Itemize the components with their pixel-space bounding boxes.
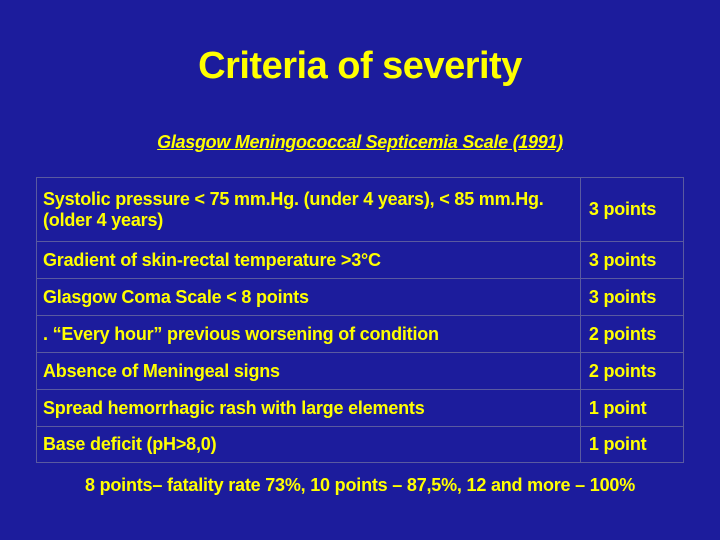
slide-subtitle: Glasgow Meningococcal Septicemia Scale (1991) [157, 132, 563, 152]
criterion-cell: Base deficit (pH>8,0) [37, 427, 581, 463]
criterion-cell: Spread hemorrhagic rash with large elements [37, 390, 581, 427]
points-cell: 1 point [580, 427, 683, 463]
points-cell: 2 points [580, 353, 683, 390]
table-row [37, 353, 684, 390]
table-row [37, 242, 684, 279]
table-row [37, 390, 684, 427]
criterion-cell: Glasgow Coma Scale < 8 points [37, 279, 581, 316]
severity-table [36, 177, 684, 463]
fatality-footer: 8 points– fatality rate 73%, 10 points – 87,5%, 12 and more – 100% [84, 475, 636, 495]
table-row [37, 316, 684, 353]
criterion-cell: Gradient of skin-rectal temperature >3°C [37, 242, 581, 279]
points-cell: 2 points [580, 316, 683, 353]
slide-title: Criteria of severity [198, 45, 522, 87]
points-cell: 3 points [580, 279, 683, 316]
criterion-cell: Systolic pressure < 75 mm.Hg. (under 4 years), < 85 mm.Hg. (older 4 years) [37, 178, 581, 242]
points-cell: 3 points [580, 242, 683, 279]
table-row [37, 279, 684, 316]
points-cell: 1 point [580, 390, 683, 427]
table-row [37, 427, 684, 463]
table-row [37, 178, 684, 242]
criterion-cell: Absence of Meningeal signs [37, 353, 581, 390]
criterion-cell: . “Every hour” previous worsening of condition [37, 316, 581, 353]
points-cell: 3 points [580, 178, 683, 242]
